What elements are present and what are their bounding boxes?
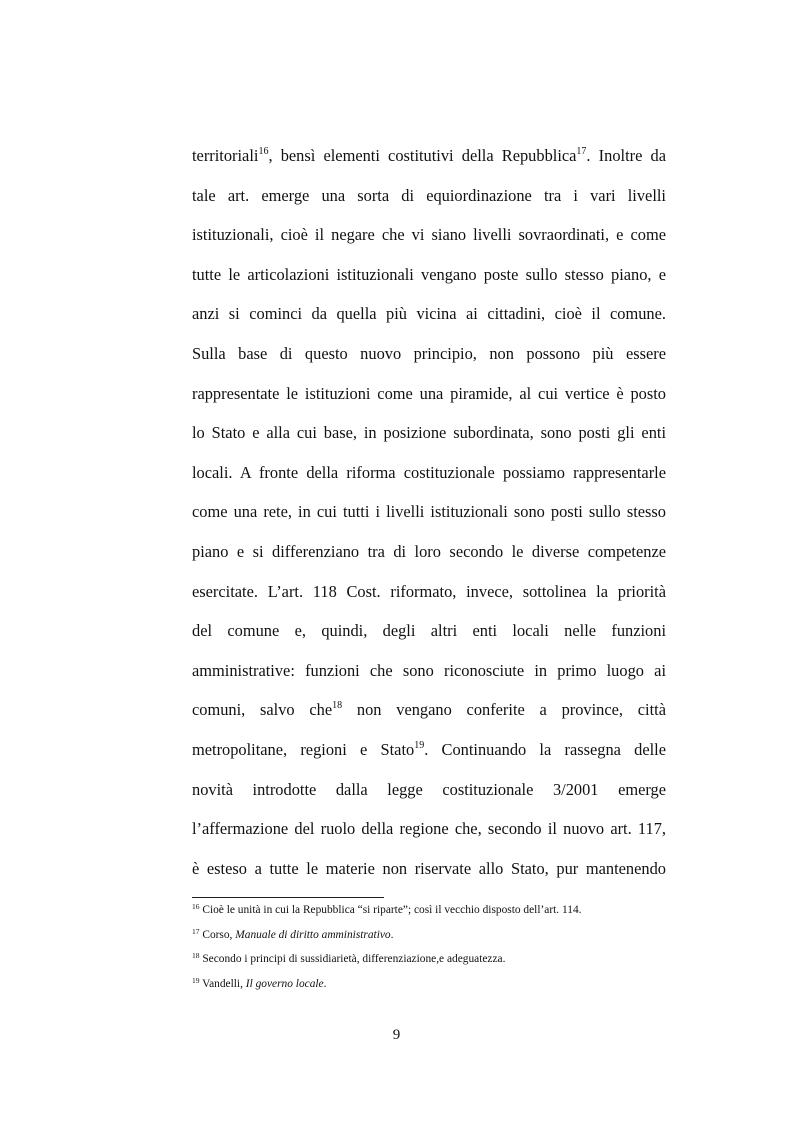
footnote-18: [192, 952, 666, 977]
footnote-text: .: [390, 928, 394, 941]
text-fragment: metropolitane, regioni e Stato: [192, 739, 415, 759]
footnote-19: [192, 977, 666, 1002]
text-line-9: locali. A fronte della riforma costituzionale possiamo rappresentarle: [192, 462, 666, 482]
footnote-17: [192, 928, 666, 953]
text-fragment: . Inoltre da: [586, 146, 666, 165]
text-fragment: , bensì elementi costitutivi della Repubblica: [268, 146, 577, 165]
footnote-separator: [192, 897, 384, 898]
body-text: [192, 136, 666, 888]
footnote-number: 16: [192, 902, 200, 911]
text-line-14: amministrative: funzioni che sono riconosciute in primo luogo ai: [192, 660, 666, 680]
text-line-2: tale art. emerge una sorta di equiordinazione tra i vari livelli: [192, 185, 666, 205]
text-fragment: comuni, salvo che: [192, 700, 333, 720]
text-line-1: [192, 136, 666, 176]
footnotes: [192, 903, 666, 1001]
footnote-title: Il governo locale: [245, 977, 324, 990]
footnote-text: .: [323, 977, 327, 990]
footnote-number: 18: [192, 951, 200, 961]
text-fragment: . Continuando la rassegna delle: [424, 739, 666, 759]
page-number: 9: [392, 1027, 401, 1043]
text-line-8: lo Stato e alla cui base, in posizione subordinata, sono posti gli enti: [192, 423, 666, 443]
footnote-ref-19: 19: [414, 739, 425, 751]
footnote-ref-18: 18: [332, 700, 343, 712]
footnote-text: Corso,: [199, 928, 236, 941]
text-line-7: rappresentate le istituzioni come una piramide, al cui vertice è posto: [192, 383, 666, 403]
footnote-16: [192, 903, 666, 928]
footnote-number: 19: [192, 975, 200, 985]
text-line-6: Sulla base di questo nuovo principio, non possono più essere: [192, 343, 666, 363]
footnote-text: Vandelli,: [199, 977, 246, 990]
text-line-3: istituzionali, cioè il negare che vi siano livelli sovraordinati, e come: [192, 225, 666, 245]
text-line-17: novità introdotte dalla legge costituzionale 3/2001 emerge: [192, 779, 666, 799]
text-line-4: tutte le articolazioni istituzionali vengano poste sullo stesso piano, e: [192, 264, 666, 284]
text-fragment: territoriali: [192, 146, 259, 165]
footnote-ref-16: 16: [258, 146, 269, 157]
text-line-15: [192, 690, 666, 730]
text-line-11: piano e si differenziano tra di loro secondo le diverse competenze: [192, 541, 666, 561]
text-line-13: del comune e, quindi, degli altri enti locali nelle funzioni: [192, 621, 666, 641]
text-line-19: è esteso a tutte le materie non riservate allo Stato, pur mantenendo: [192, 858, 666, 878]
text-line-16: [192, 730, 666, 770]
text-fragment: non vengano conferite a province, città: [342, 700, 666, 720]
text-line-12: esercitate. L’art. 118 Cost. riformato, invece, sottolinea la priorità: [192, 581, 666, 601]
text-line-18: l’affermazione del ruolo della regione che, secondo il nuovo art. 117,: [192, 819, 666, 839]
footnote-number: 17: [192, 926, 200, 936]
footnote-title: Manuale di diritto amministrativo: [235, 928, 391, 941]
text-line-10: come una rete, in cui tutti i livelli istituzionali sono posti sullo stesso: [192, 502, 666, 522]
footnote-ref-17: 17: [576, 146, 587, 157]
footnote-text: Cioè le unità in cui la Repubblica “si riparte”; così il vecchio disposto dell’art. 114.: [199, 904, 582, 916]
footnote-text: Secondo i principi di sussidiarietà, differenziazione,e adeguatezza.: [199, 953, 506, 966]
text-line-5: anzi si cominci da quella più vicina ai cittadini, cioè il comune.: [192, 304, 666, 324]
